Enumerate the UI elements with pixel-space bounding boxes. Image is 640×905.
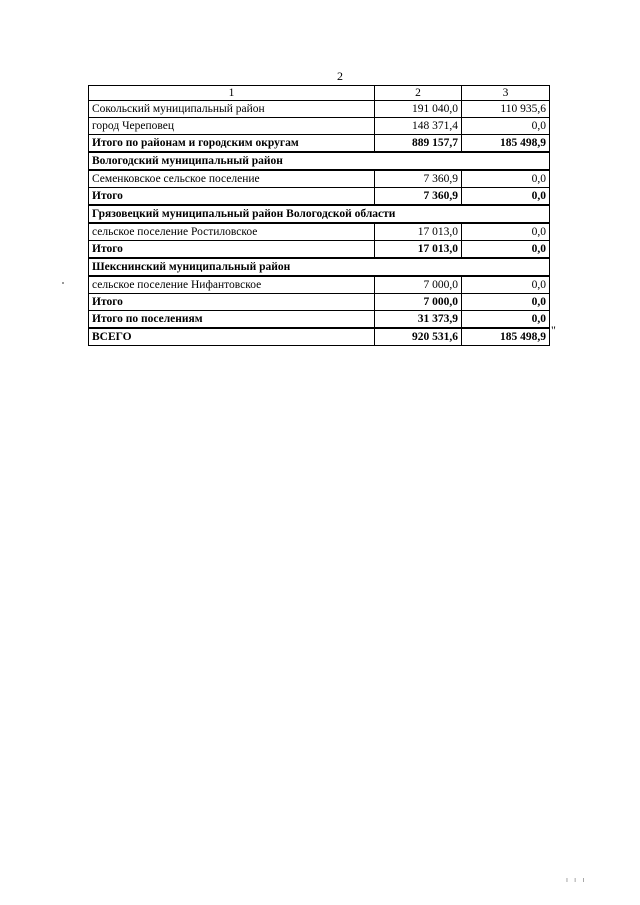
row-name: Итого по поселениям (89, 311, 375, 329)
row-value-col2: 31 373,9 (375, 311, 462, 329)
row-value-col2: 7 000,0 (375, 276, 462, 294)
section-heading: Шекснинский муниципальный район (89, 258, 550, 276)
row-value-col3: 185 498,9 (462, 328, 550, 346)
table-row (89, 276, 550, 294)
row-name: Итого (89, 188, 375, 206)
row-name: Семенковское сельское поселение (89, 170, 375, 188)
row-value-col2: 191 040,0 (375, 101, 462, 118)
column-header-3: 3 (462, 86, 550, 101)
row-name: город Череповец (89, 118, 375, 135)
section-heading-row (89, 205, 550, 223)
row-value-col2: 7 360,9 (375, 170, 462, 188)
row-value-col3: 110 935,6 (462, 101, 550, 118)
page-number: 2 (337, 69, 343, 83)
row-value-col2: 7 360,9 (375, 188, 462, 206)
section-heading: Грязовецкий муниципальный район Вологодской области (89, 205, 550, 223)
row-value-col2: 148 371,4 (375, 118, 462, 135)
subtotal-row (89, 188, 550, 206)
row-name: Итого по районам и городским округам (89, 135, 375, 153)
row-value-col2: 17 013,0 (375, 223, 462, 241)
row-name: сельское поселение Нифантовское (89, 276, 375, 294)
subtotal-row (89, 135, 550, 153)
row-name: Сокольский муниципальный район (89, 101, 375, 118)
section-heading: Вологодский муниципальный район (89, 152, 550, 170)
table-row (89, 223, 550, 241)
budget-table (88, 85, 550, 346)
row-name: ВСЕГО (89, 328, 375, 346)
row-value-col2: 889 157,7 (375, 135, 462, 153)
subtotal-row (89, 241, 550, 259)
table-header-row (89, 86, 550, 101)
row-value-col2: 7 000,0 (375, 294, 462, 311)
grand-total-row (89, 328, 550, 346)
row-value-col2: 920 531,6 (375, 328, 462, 346)
table-row (89, 118, 550, 135)
row-name: Итого (89, 241, 375, 259)
table-row (89, 170, 550, 188)
row-value-col3: 0,0 (462, 223, 550, 241)
row-name: сельское поселение Ростиловское (89, 223, 375, 241)
subtotal-row (89, 294, 550, 311)
row-value-col3: 0,0 (462, 118, 550, 135)
row-value-col3: 0,0 (462, 170, 550, 188)
column-header-2: 2 (375, 86, 462, 101)
row-value-col3: 0,0 (462, 241, 550, 259)
total-settlements-row (89, 311, 550, 329)
row-value-col3: 0,0 (462, 311, 550, 329)
section-heading-row (89, 152, 550, 170)
row-value-col2: 17 013,0 (375, 241, 462, 259)
table-row (89, 101, 550, 118)
row-value-col3: 0,0 (462, 276, 550, 294)
section-heading-row (89, 258, 550, 276)
column-header-1: 1 (89, 86, 375, 101)
row-value-col3: 0,0 (462, 294, 550, 311)
row-value-col3: 185 498,9 (462, 135, 550, 153)
scan-speck (62, 282, 64, 284)
closing-quote-mark: " (551, 323, 556, 337)
footer-mark: ı ı ı (566, 876, 587, 884)
row-value-col3: 0,0 (462, 188, 550, 206)
row-name: Итого (89, 294, 375, 311)
